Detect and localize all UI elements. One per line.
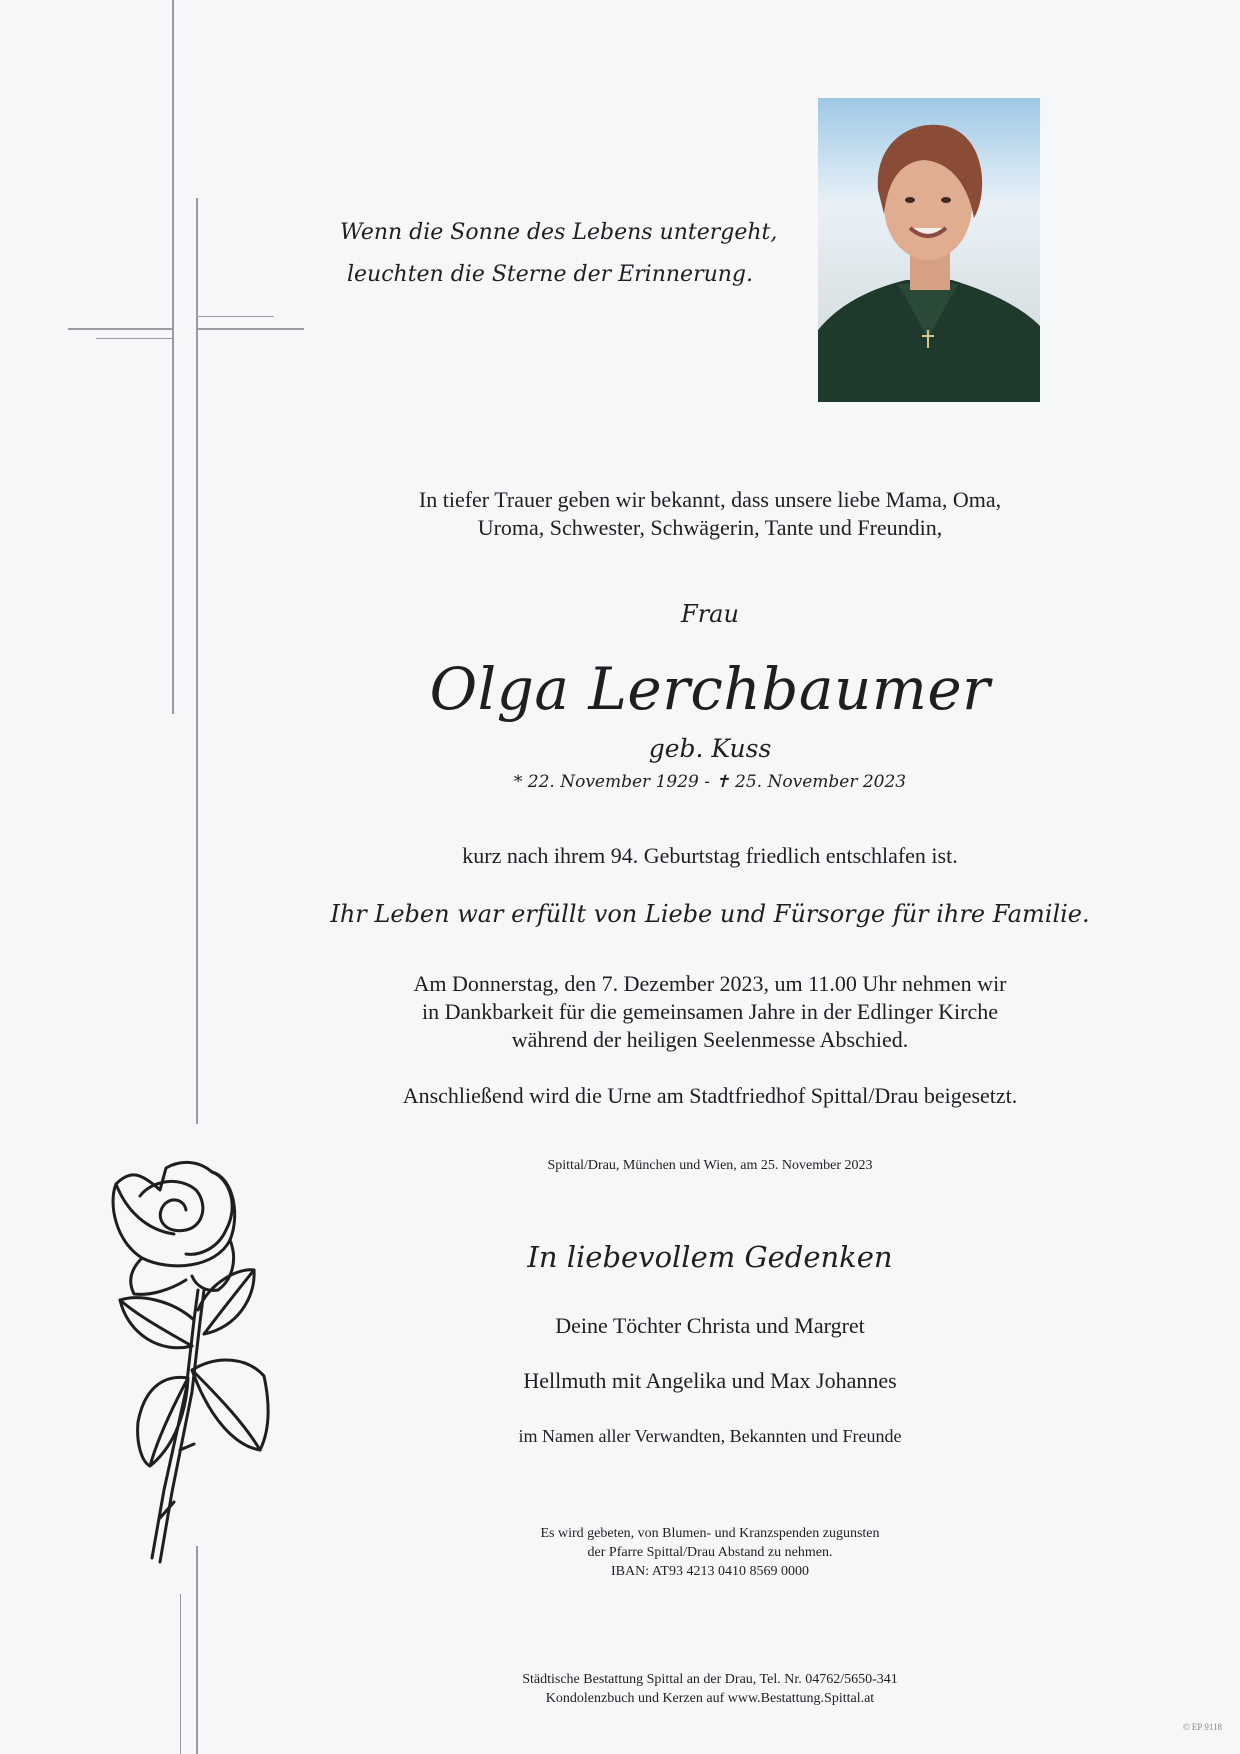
donation-line-1: Es wird gebeten, von Blumen- und Kranzspenden zugunsten <box>540 1526 880 1541</box>
service-line-1: Am Donnerstag, den 7. Dezember 2023, um 11.00 Uhr nehmen wir <box>413 971 1007 996</box>
opening-quote <box>340 212 778 296</box>
passed-away-text: kurz nach ihrem 94. Geburtstag friedlich entschlafen ist. <box>462 843 958 868</box>
portrait-photo <box>818 98 1040 402</box>
quote-line-2: leuchten die Sterne der Erinnerung. <box>346 262 753 287</box>
donation-iban: IBAN: AT93 4213 0410 8569 0000 <box>611 1564 809 1579</box>
service-line-3: während der heiligen Seelenmesse Abschied. <box>511 1027 909 1052</box>
funeral-service <box>300 970 1120 1054</box>
donation-line-2: der Pfarre Spittal/Drau Abstand zu nehmen. <box>587 1545 833 1560</box>
document-code: © EP 9118 <box>1182 1722 1222 1732</box>
mourner-relatives: im Namen aller Verwandten, Bekannten und Freunde <box>518 1426 902 1446</box>
undertaker-line-2: Kondolenzbuch und Kerzen auf www.Bestattung.Spittal.at <box>545 1691 875 1706</box>
deceased-name: Olga Lerchbaumer <box>429 655 991 723</box>
announcement-line-1: In tiefer Trauer geben wir bekannt, dass unsere liebe Mama, Oma, <box>418 487 1002 512</box>
donation-note <box>300 1524 1120 1581</box>
urn-burial-text: Anschließend wird die Urne am Stadtfriedhof Spittal/Drau beigesetzt. <box>402 1083 1018 1108</box>
life-dates: * 22. November 1929 - ✝ 25. November 2023 <box>513 772 907 792</box>
undertaker-info <box>300 1670 1120 1708</box>
maiden-name: geb. Kuss <box>648 734 772 763</box>
announcement <box>300 486 1120 542</box>
rose-illustration <box>100 1150 300 1570</box>
undertaker-line-1: Städtische Bestattung Spittal an der Drau, Tel. Nr. 04762/5650-341 <box>522 1672 898 1687</box>
in-memory-heading: In liebevollem Gedenken <box>527 1240 893 1274</box>
mourner-family: Hellmuth mit Angelika und Max Johannes <box>523 1368 897 1393</box>
place-and-date: Spittal/Drau, München und Wien, am 25. November 2023 <box>547 1158 873 1173</box>
title-frau: Frau <box>681 600 739 628</box>
quote-line-1: Wenn die Sonne des Lebens untergeht, <box>340 220 778 245</box>
mourner-daughters: Deine Töchter Christa und Margret <box>555 1313 865 1338</box>
life-quote: Ihr Leben war erfüllt von Liebe und Fürsorge für ihre Familie. <box>330 900 1090 928</box>
announcement-line-2: Uroma, Schwester, Schwägerin, Tante und Freundin, <box>477 515 943 540</box>
service-line-2: in Dankbarkeit für die gemeinsamen Jahre in der Edlinger Kirche <box>421 999 999 1024</box>
